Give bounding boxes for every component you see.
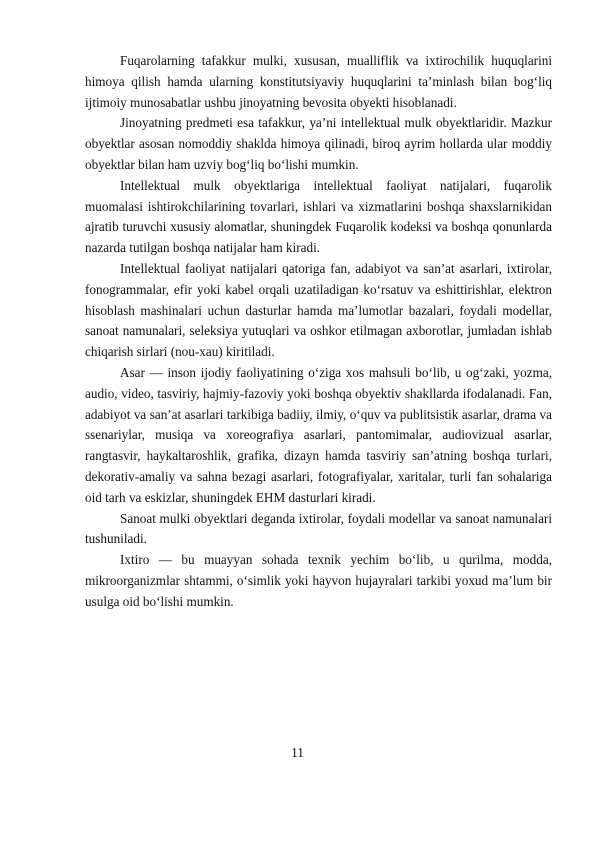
paragraph-6: Sanoat mulki obyektlari deganda ixtirolar, foydali modellar va sanoat namunalari tushuniladi. xyxy=(85,510,552,547)
body-text xyxy=(85,51,552,613)
paragraph-4: Intellektual faoliyat natijalari qatoriga fan, adabiyot va san’at asarlari, ixtirolar, fonogrammalar, efir yoki kabel orqali uzatiladigan ko‘rsatuv va eshittirishlar, elektron hisoblash mashinalari uchun dasturlar hamda ma’lumotlar bazalari, foydali modellar, sanoat namunalari, seleksiya yutuqlari va oshkor etilmagan axborotlar, jumladan ishlab chiqarish sirlari (nou-xau) kiritiladi. xyxy=(85,260,552,360)
paragraph-1: Fuqarolarning tafakkur mulki, xususan, mualliflik va ixtirochilik huquqlarini himoya qilish hamda ularning konstitutsiyaviy huquqlarini ta’minlash bilan bog‘liq ijtimoiy munosabatlar ushbu jinoyatning bevosita obyekti hisoblanadi. xyxy=(85,53,552,110)
paragraph-5: Asar — inson ijodiy faoliyatining o‘ziga xos mahsuli bo‘lib, u og‘zaki, yozma, audio, video, tasviriy, hajmiy-fazoviy yoki boshqa obyektiv shakllarda ifodalanadi. Fan, adabiyot va san’at asarlari tarkibiga badiiy, ilmiy, o‘quv va publitsistik asarlar, drama va ssenariylar, musiqa va xoreografiya asarlari, pantomimalar, audiovizual asarlar, rangtasvir, haykaltaroshlik, grafika, dizayn hamda tasviriy san’atning boshqa turlari, dekorativ-amaliy va sahna bezagi asarlari, fotografiyalar, xaritalar, turli fan sohalariga oid tarh va eskizlar, shuningdek EHM dasturlari kiradi. xyxy=(85,364,552,505)
paragraph-3: Intellektual mulk obyektlariga intellektual faoliyat natijalari, fuqarolik muomalasi ishtirokchilarining tovarlari, ishlari va xizmatlarini boshqa shaxslarnikidan ajratib turuvchi xususiy alomatlar, shuningdek Fuqarolik kodeksi va boshqa qonunlarda nazarda tutilgan boshqa natijalar ham kiradi. xyxy=(85,177,552,256)
page-number: 11 xyxy=(291,745,304,760)
paragraph-7: Ixtiro — bu muayyan sohada texnik yechim bo‘lib, u qurilma, modda, mikroorganizmlar shtammi, o‘simlik yoki hayvon hujayralari tarkibi yoxud ma’lum bir usulga oid bo‘lishi mumkin. xyxy=(85,552,552,609)
paragraph-2: Jinoyatning predmeti esa tafakkur, ya’ni intellektual mulk obyektlaridir. Mazkur obyektlar asosan nomoddiy shaklda himoya qilinadi, biroq ayrim hollarda ular moddiy obyektlar bilan ham uzviy bog‘liq bo‘lishi mumkin. xyxy=(85,115,552,172)
